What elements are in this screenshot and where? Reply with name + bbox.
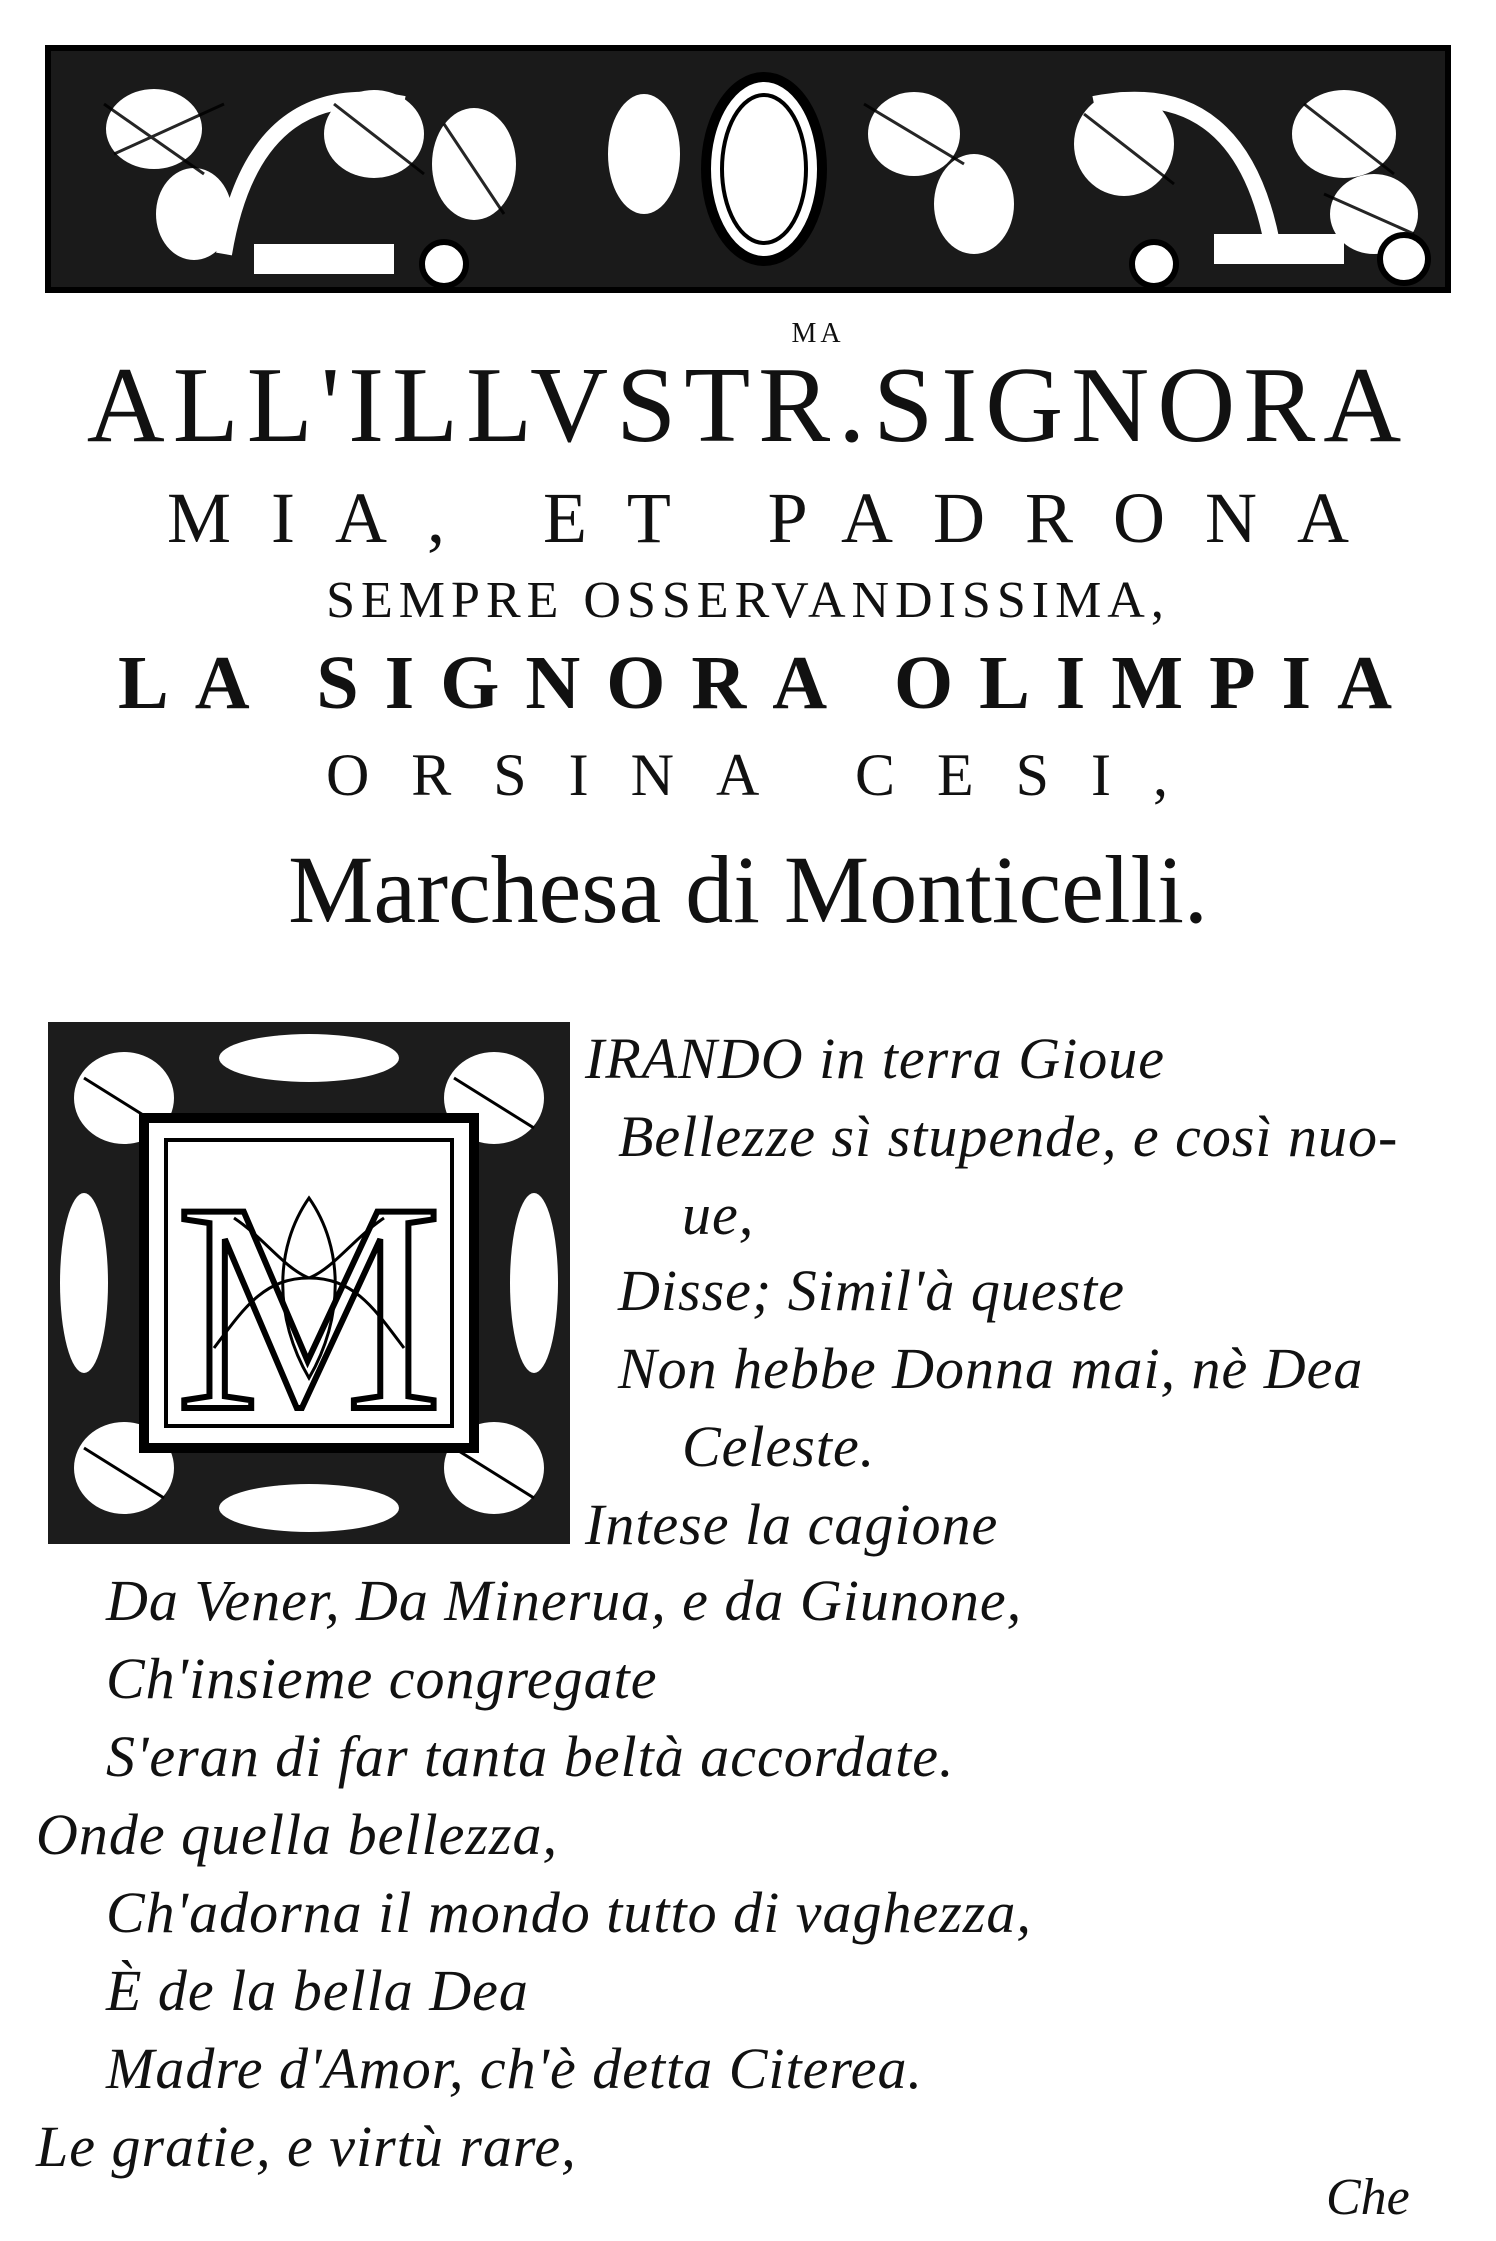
- poem-line: Intese la cagione: [585, 1492, 999, 1557]
- title-line-name: LA SIGNORA OLIMPIA: [118, 641, 1418, 725]
- title-line-3: SEMPRE OSSERVANDISSIMA,: [326, 572, 1170, 629]
- poem-line: Madre d'Amor, ch'è detta Citerea.: [106, 2036, 924, 2101]
- poem-line: Disse; Simil'à queste: [618, 1258, 1126, 1323]
- poem-line: È de la bella Dea: [106, 1958, 529, 2023]
- poem-line: Da Vener, Da Minerua, e da Giunone,: [106, 1568, 1023, 1633]
- headpiece-ornament: [44, 44, 1452, 294]
- title-line-marchesa: Marchesa di Monticelli.: [288, 836, 1208, 943]
- poem-line: Le gratie, e virtù rare,: [36, 2114, 577, 2179]
- poem-line: Bellezze sì stupende, e così nuo-: [618, 1104, 1399, 1169]
- initial-letter: M: [175, 1141, 443, 1473]
- poem-line: Celeste.: [682, 1414, 876, 1479]
- poem-line: Non hebbe Donna mai, nè Dea: [618, 1336, 1364, 1401]
- poem-line: Onde quella bellezza,: [36, 1802, 558, 1867]
- title-line-family: ORSINA CESI,: [325, 742, 1211, 808]
- title-line-dedication: ALL'ILLVSTR.SIGNORA: [86, 346, 1410, 465]
- title-superscript: MA: [791, 318, 845, 349]
- poem-line: Ch'adorna il mondo tutto di vaghezza,: [106, 1880, 1032, 1945]
- poem-line: IRANDO in terra Gioue: [585, 1026, 1165, 1091]
- poem-line: ue,: [682, 1182, 755, 1247]
- poem-line: Ch'insieme congregate: [106, 1646, 658, 1711]
- decorated-initial: [44, 1018, 574, 1548]
- catchword: Che: [1326, 2169, 1410, 2226]
- title-line-2: MIA, ET PADRONA: [166, 478, 1390, 558]
- poem-line: S'eran di far tanta beltà accordate.: [106, 1724, 955, 1789]
